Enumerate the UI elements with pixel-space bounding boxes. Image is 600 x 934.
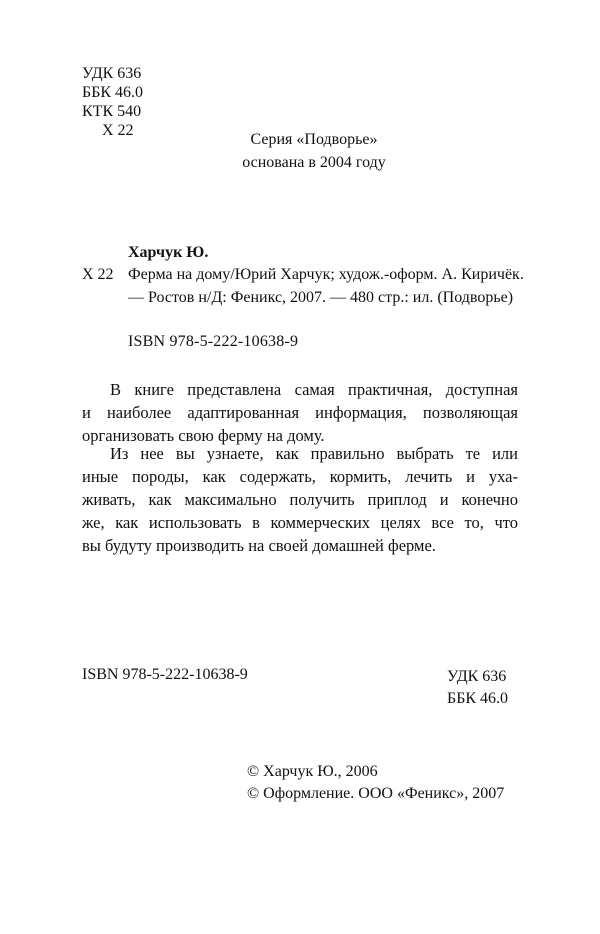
annotation-line: Из нее вы узнаете, как правильно выбрать те или [110,444,518,463]
annotation-line: живать, как максимально получить приплод и конечно [82,490,518,509]
annotation-line: иные породы, как содержать, кормить, лечить и уха- [82,467,518,486]
footer-bbk: ББК 46.0 [447,690,509,707]
bbk-code: ББК 46.0 [82,84,144,101]
catalog-card-code: Х 22 [82,266,114,283]
annotation-line: организовать свою ферму на дому. [82,426,325,445]
author-mark: Х 22 [102,122,134,139]
catalog-card-imprint: — Ростов н/Д: Феникс, 2007. — 480 стр.: ил. (Подворье) [128,289,514,306]
annotation-line: же, как использовать в коммерческих целях все то, что [82,513,518,532]
annotation-line: В книге представлена самая практичная, доступная [110,380,518,399]
footer-udk: УДК 636 [447,668,507,685]
catalog-card-isbn: ISBN 978-5-222-10638-9 [128,333,299,350]
series-title: Серия «Подворье» [250,131,378,148]
annotation-paragraph-1 [82,378,518,447]
ktk-code: КТК 540 [82,103,142,120]
annotation-line: и наиболее адаптированная информация, позволяющая [82,403,518,422]
copyright-design: © Оформление. ООО «Феникс», 2007 [247,785,505,802]
annotation-line: вы будуту производить на своей домашней ферме. [82,536,436,555]
catalog-card-title: Ферма на дому/Юрий Харчук; худож.-оформ. А. Киричёк. [128,266,524,283]
series-founded: основана в 2004 году [242,154,386,171]
catalog-card-author: Харчук Ю. [128,244,209,261]
footer-isbn: ISBN 978-5-222-10638-9 [82,666,248,683]
copyright-author: © Харчук Ю., 2006 [247,763,378,780]
footer-classification [447,666,508,710]
udk-code: УДК 636 [82,65,142,82]
annotation-paragraph-2 [82,442,518,557]
